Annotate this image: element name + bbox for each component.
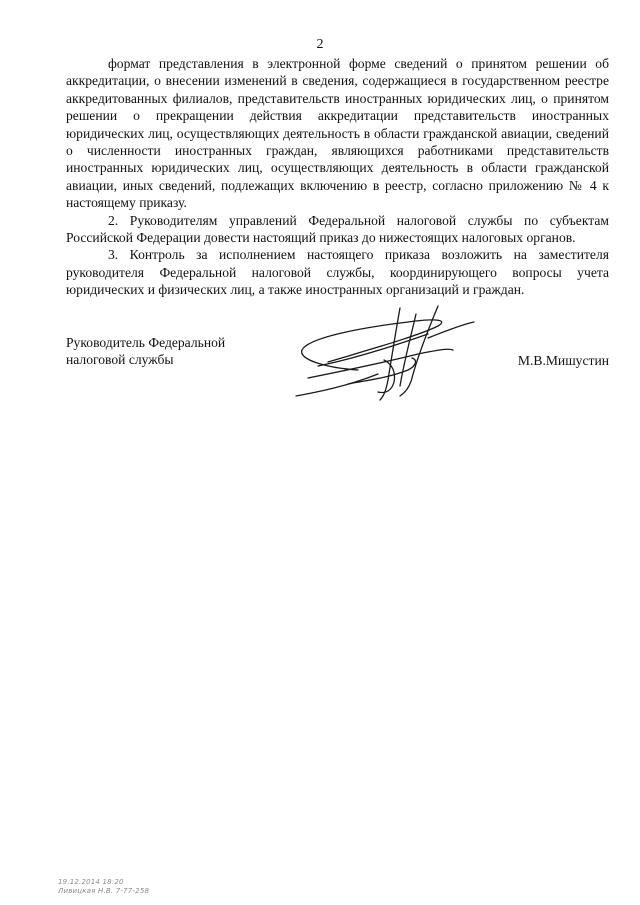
footer-stamp	[58, 878, 149, 896]
signature-block	[66, 334, 609, 424]
signatory-title	[66, 334, 276, 369]
handwritten-signature	[288, 300, 478, 410]
footer-timestamp: 19.12.2014 18:20	[58, 878, 124, 886]
paragraph-3: 3. Контроль за исполнением настоящего приказа возложить на заместителя руководителя Федеральной налоговой службы, координирующего вопросы учета юридических и физических лиц, а также иностранных организаций и граждан.	[66, 247, 609, 298]
page-number: 2	[316, 37, 324, 52]
signatory-name: М.В.Мишустин	[517, 353, 609, 368]
paragraph-2: 2. Руководителям управлений Федеральной налоговой службы по субъектам Российской Федерации довести настоящий приказ до нижестоящих налоговых органов.	[66, 212, 609, 246]
signatory-title-line1: Руководитель Федеральной	[66, 335, 226, 350]
paragraph-continuation: формат представления в электронной форме сведений о принятом решении об аккредитации, о внесении изменений в сведения, содержащиеся в государственном реестре аккредитованных филиалов, представительств иностранных юридических лиц, о принятом решении о прекращении действия аккредитации представительств иностранных юридических лиц, осуществляющих деятельность в области гражданской авиации, сведений о численности иностранных граждан, являющихся работниками представительств иностранных юридических лиц, осуществляющих деятельность в области гражданской авиации, иных сведений, подлежащих включению в реестр, согласно приложению № 4 к настоящему приказу.	[66, 56, 609, 211]
signatory-title-line2: налоговой службы	[66, 352, 174, 368]
footer-executor: Ливицкая Н.В. 7-77-258	[58, 887, 150, 895]
document-body	[66, 55, 609, 299]
